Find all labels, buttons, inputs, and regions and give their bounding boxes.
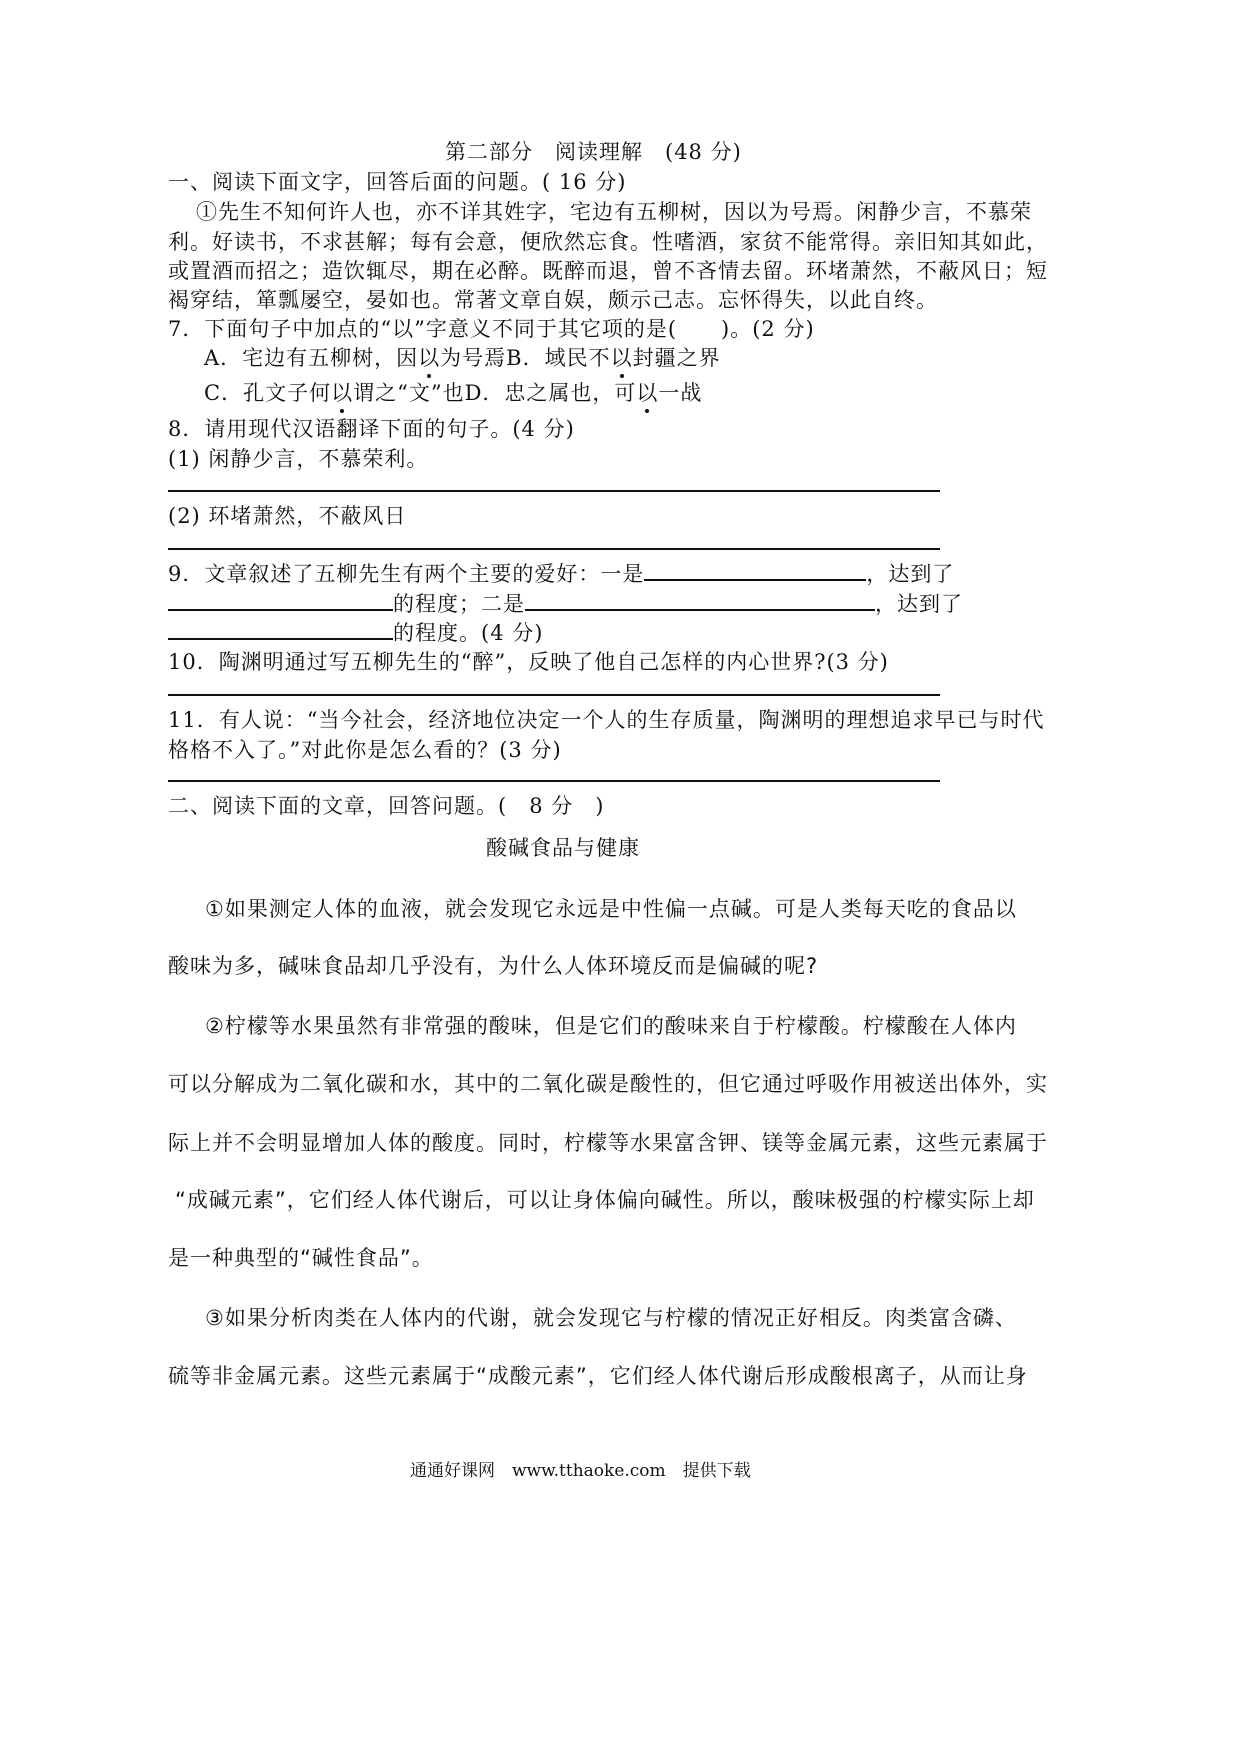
section2-header: 二、阅读下面的文章，回答问题。( 8 分 ) (168, 794, 605, 818)
q11-stem-line-2: 格格不入了。”对此你是怎么看的？(3 分) (168, 738, 562, 762)
article-line-8: ③如果分析肉类在人体内的代谢，就会发现它与柠檬的情况正好相反。肉类富含磷、 (205, 1306, 1017, 1330)
article-line-2: 酸味为多，碱味食品却几乎没有，为什么人体环境反而是偏碱的呢? (168, 954, 819, 978)
q8-sentence-2: (2) 环堵萧然，不蔽风日 (168, 504, 407, 528)
answer-line-q8-2 (168, 548, 940, 550)
q7-stem: 7．下面句子中加点的“以”字意义不同于其它项的是( )。(2 分) (168, 317, 815, 341)
article-line-9: 硫等非金属元素。这些元素属于“成酸元素”，它们经人体代谢后形成酸根离子，从而让身 (168, 1364, 1028, 1388)
q11-stem-line-1: 11．有人说：“当今社会，经济地位决定一个人的生存质量，陶渊明的理想追求早已与时代 (168, 708, 1045, 732)
article-line-4: 可以分解成为二氧化碳和水，其中的二氧化碳是酸性的，但它通过呼吸作用被送出体外，实 (168, 1072, 1048, 1096)
answer-line-q10 (168, 694, 940, 696)
q7-options-cd (204, 377, 702, 407)
q9-line-3: 的程度。(4 分) (168, 617, 543, 647)
article-title: 酸碱食品与健康 (486, 836, 640, 860)
article-line-7: 是一种典型的“碱性食品”。 (168, 1246, 434, 1270)
q10-stem: 10．陶渊明通过写五柳先生的“醉”，反映了他自己怎样的内心世界?(3 分) (168, 650, 889, 674)
section1-header: 一、阅读下面文字，回答后面的问题。( 16 分) (168, 170, 627, 194)
q7-option-b: B．域民不以封疆之界 (506, 346, 721, 370)
part-title: 第二部分 阅读理解 (48 分) (445, 140, 742, 164)
q7-option-d: D．忠之属也，可以一战 (464, 381, 703, 405)
blank-degree-2 (168, 618, 393, 640)
passage-line-4: 褐穿结，箪瓢屡空，晏如也。常著文章自娱，颇示己志。忘怀得失，以此自终。 (168, 288, 938, 312)
article-line-1: ①如果测定人体的血液，就会发现它永远是中性偏一点碱。可是人类每天吃的食品以 (205, 897, 1017, 921)
answer-line-q11 (168, 780, 940, 782)
q7-option-c: C．孔文子何以谓之“文”也 (204, 381, 465, 405)
blank-degree-1 (168, 589, 393, 611)
q9-line-2: 的程度；二是 ，达到了 (168, 588, 963, 618)
passage-line-1: ①先生不知何许人也，亦不详其姓字，宅边有五柳树，因以为号焉。闲静少言，不慕荣 (196, 200, 1032, 224)
q8-sentence-1: (1) 闲静少言，不慕荣利。 (168, 447, 429, 471)
article-line-6: “成碱元素”，它们经人体代谢后，可以让身体偏向碱性。所以，酸味极强的柠檬实际上却 (175, 1188, 1035, 1212)
article-line-5: 际上并不会明显增加人体的酸度。同时，柠檬等水果富含钾、镁等金属元素，这些元素属于 (168, 1131, 1048, 1155)
q7-option-a: A．宅边有五柳树，因以为号焉 (204, 346, 507, 370)
q8-stem: 8．请用现代汉语翻译下面的句子。(4 分) (168, 417, 575, 441)
blank-hobby-2 (525, 589, 875, 611)
q7-options-ab (204, 342, 721, 372)
answer-line-q8-1 (168, 490, 940, 492)
article-line-3: ②柠檬等水果虽然有非常强的酸味，但是它们的酸味来自于柠檬酸。柠檬酸在人体内 (205, 1014, 1017, 1038)
passage-line-2: 利。好读书，不求甚解；每有会意，便欣然忘食。性嗜酒，家贫不能常得。亲旧知其如此， (168, 230, 1048, 254)
page-footer: 通通好课网 www.tthaoke.com 提供下载 (410, 1461, 751, 1481)
blank-hobby-1 (644, 559, 866, 581)
q9-line-1: 9．文章叙述了五柳先生有两个主要的爱好：一是 ，达到了 (168, 558, 954, 588)
passage-line-3: 或置酒而招之；造饮辄尽，期在必醉。既醉而退，曾不吝情去留。环堵萧然，不蔽风日；短 (168, 259, 1048, 283)
